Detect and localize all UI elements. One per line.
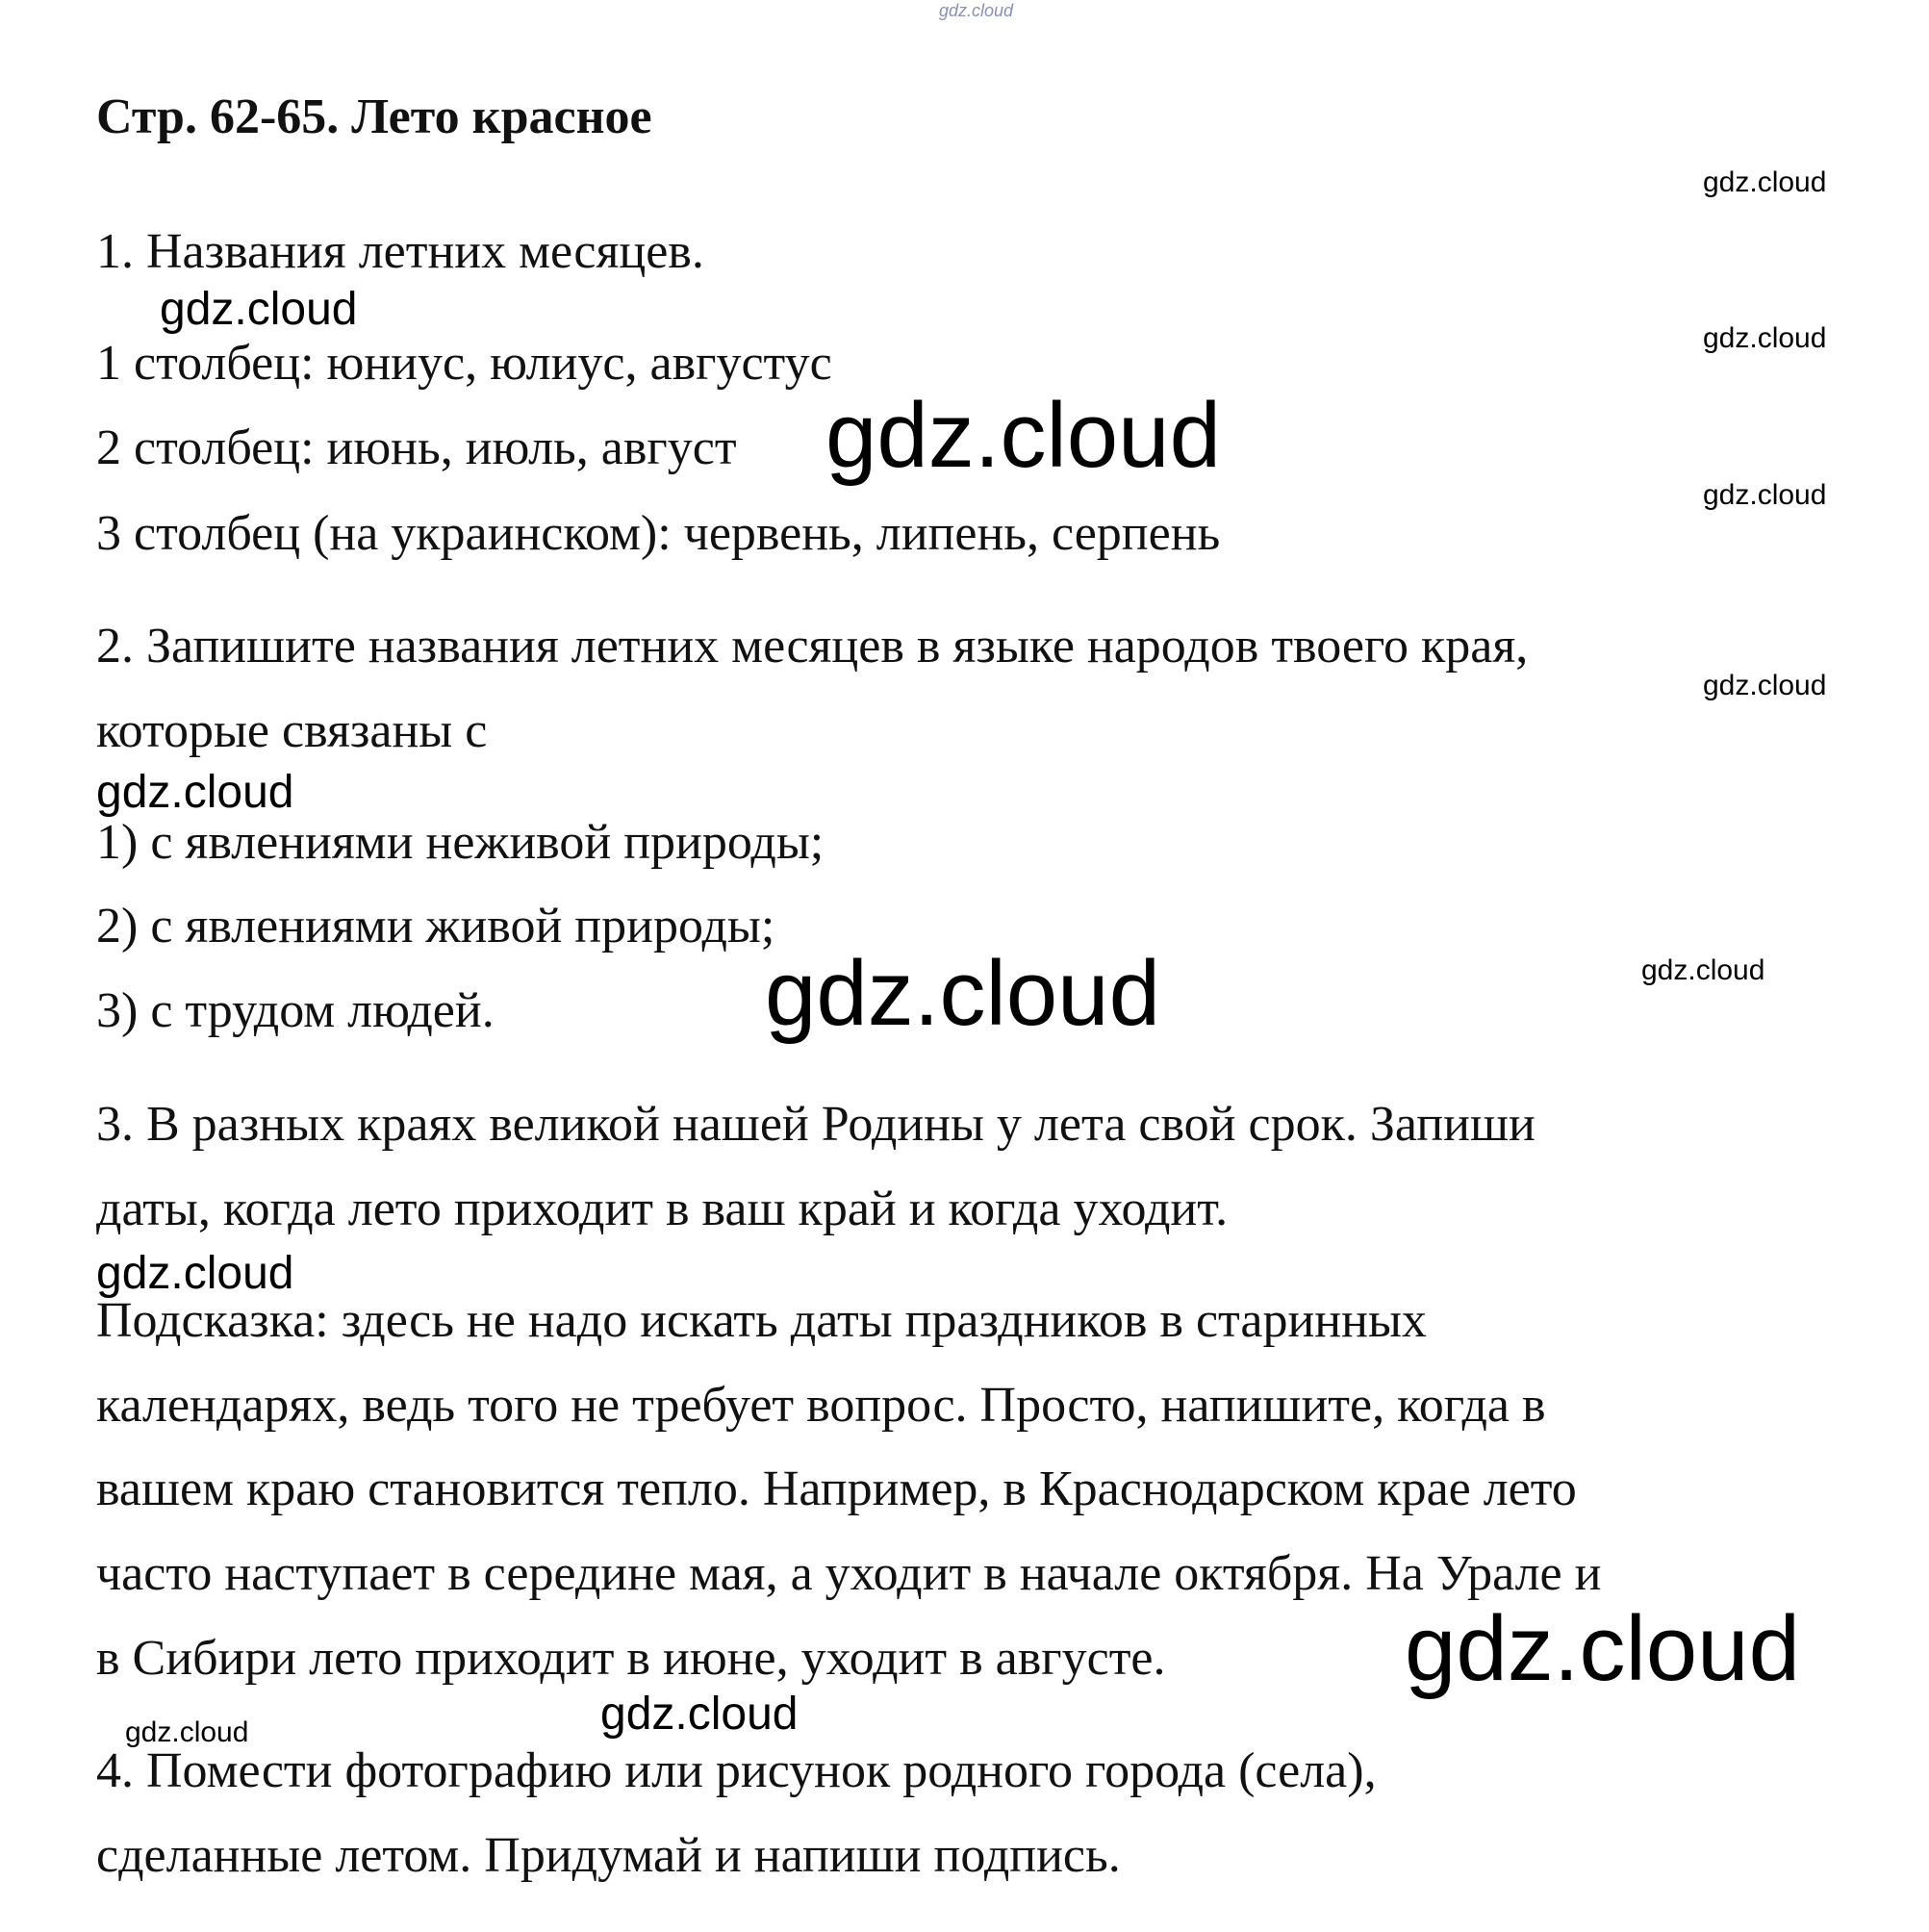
task2-item2: 2) с явлениями живой природы; — [96, 899, 775, 953]
task2-heading-line1: 2. Запишите названия летних месяцев в языке народов твоего края, — [96, 619, 1529, 674]
watermark: gdz.cloud — [96, 1248, 294, 1299]
watermark: gdz.cloud — [1703, 322, 1827, 354]
task3-hint-line1: Подсказка: здесь не надо искать даты праздников в старинных — [96, 1293, 1427, 1348]
watermark: gdz.cloud — [96, 767, 294, 818]
watermark: gdz.cloud — [765, 942, 1160, 1045]
page-title: Стр. 62-65. Лето красное — [96, 89, 652, 144]
task3-hint-line3: вашем краю становится тепло. Например, в Краснодарском крае лето — [96, 1462, 1577, 1516]
task3-hint-line4: часто наступает в середине мая, а уходит в начале октября. На Урале и — [96, 1546, 1602, 1601]
task1-column1: 1 столбец: юниус, юлиус, августус — [96, 336, 832, 391]
task3-line1: 3. В разных краях великой нашей Родины у лета свой срок. Запиши — [96, 1097, 1536, 1152]
watermark: gdz.cloud — [160, 284, 358, 335]
task4-line2: сделанные летом. Придумай и напиши подпись. — [96, 1828, 1121, 1883]
task1-column3: 3 столбец (на украинском): червень, липень, серпень — [96, 506, 1221, 561]
task3-hint-line2: календарях, ведь того не требует вопрос. Просто, напишите, когда в — [96, 1378, 1546, 1433]
watermark: gdz.cloud — [1405, 1597, 1800, 1700]
watermark: gdz.cloud — [1703, 479, 1827, 511]
watermark: gdz.cloud — [1641, 954, 1765, 986]
task3-line2: даты, когда лето приходит в ваш край и когда уходит. — [96, 1182, 1229, 1236]
watermark-top: gdz.cloud — [939, 1, 1014, 20]
task1-heading: 1. Названия летних месяцев. — [96, 224, 704, 279]
task2-item1: 1) с явлениями неживой природы; — [96, 815, 825, 870]
watermark: gdz.cloud — [1703, 670, 1827, 701]
task2-heading-line2: которые связаны с — [96, 703, 488, 758]
task1-column2: 2 столбец: июнь, июль, август — [96, 420, 737, 475]
watermark: gdz.cloud — [125, 1716, 249, 1748]
task4-line1: 4. Помести фотографию или рисунок родного города (села), — [96, 1743, 1377, 1798]
watermark: gdz.cloud — [1703, 166, 1827, 198]
task3-hint-line5: в Сибири лето приходит в июне, уходит в августе. — [96, 1631, 1166, 1686]
watermark: gdz.cloud — [600, 1689, 799, 1740]
watermark: gdz.cloud — [825, 384, 1221, 487]
task2-item3: 3) с трудом людей. — [96, 983, 495, 1038]
